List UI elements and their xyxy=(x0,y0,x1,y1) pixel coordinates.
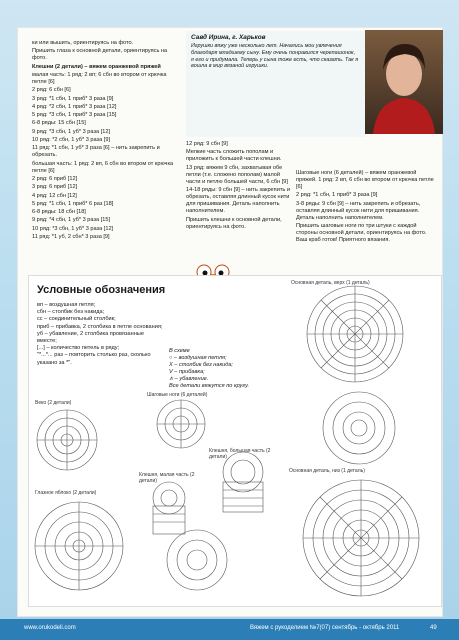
diagram-claw-big xyxy=(223,452,263,512)
legend-item: "*...*... раз – повторить столько раз, сколько указано за *". xyxy=(37,352,151,366)
text-line: 13 ряд: вяжем 9 сбн, захватывая обе петли (т.е. сложено пополам) малой части и петлю большей части, 6 сбн [9] xyxy=(186,164,288,185)
label-eyelid: Веко (2 детали) xyxy=(35,400,72,406)
diagram-eyelid xyxy=(37,410,97,470)
text-line: 3-8 ряды: 9 сбн [9] – нить закрепить и обрезать, оставляя длинный кусок нити для пришивания. Деталь наполнить наполнителем. xyxy=(296,200,421,221)
diagram-small-circle xyxy=(167,530,227,590)
text-line: малая часть: 1 ряд: 2 вп; 6 сбн во втором от крючка петле [6] xyxy=(32,71,167,86)
author-portrait xyxy=(365,30,443,134)
label-legs: Шаговые ноги (6 деталей) xyxy=(147,392,208,398)
diagram-main-top xyxy=(307,286,403,382)
text-line: Пришить глаза к основной детали, ориентируясь на фото. xyxy=(32,48,168,62)
author-quote: Игрушки вяжу уже несколько лет. Начались мои увлечения благодаря младшему сыну. Ему очень понравился черепашонок, я его и придумала. Теперь у сына тоже есть, что сказать. Так я вошла в мир вязаной игрушки. xyxy=(191,43,359,70)
text-line: Пришить шаговые ноги по три штуки с каждой стороны основной детали, ориентируясь на фото. Ваш краб готов! Приятного вязания. xyxy=(296,223,427,244)
legend-item: уб – убавление, 2 столбика провязанные вместе; xyxy=(37,330,144,345)
author-name: Савд Ирина, г. Харьков xyxy=(191,34,266,41)
footer-issue: Вяжем с рукоделием №7(07) сентябрь - октябрь 2011 xyxy=(250,625,400,631)
scheme-item: V – прибавка; xyxy=(169,369,205,375)
text-line: 10 ряд: *2 сбн, 1 уб* 3 раза [9] xyxy=(32,137,110,143)
text-line: 6-8 ряды: 18 сбн [18] xyxy=(32,209,86,216)
scheme-item: ○ – воздушная петля; xyxy=(169,355,227,361)
text-line: 12 ряд: 9 сбн [9] xyxy=(186,141,228,147)
page-number: 49 xyxy=(430,625,437,631)
legend-item: сбн – столбик без накида; xyxy=(37,309,105,316)
diagram-main-bottom xyxy=(303,480,419,596)
scheme-item: Все детали вяжутся по кругу. xyxy=(169,383,250,389)
text-line: 4 ряд: *2 сбн, 1 приб* 3 раза [12] xyxy=(32,103,117,110)
footer-website[interactable]: www.orukodeli.com xyxy=(24,625,76,631)
text-line: 5 ряд: *1 сбн, 1 приб* 6 раз [18] xyxy=(32,200,114,207)
text-line: Клешни (2 детали) – вяжем оранжевой пряжей xyxy=(32,63,161,70)
crochet-diagrams xyxy=(29,276,441,606)
text-line: Мелкие часть сложить пополам и приложить к большей части клешни. xyxy=(186,149,282,163)
middle-column xyxy=(186,141,290,232)
text-line: 2 ряд: 6 сбн [6] xyxy=(32,87,71,94)
label-main-top: Основная деталь, верх (1 деталь) xyxy=(291,280,370,286)
footer-bar xyxy=(0,619,459,640)
text-line: 2 ряд: 6 приб [12] xyxy=(32,176,78,183)
text-line: 6-8 ряды: 15 сбн [15] xyxy=(32,120,86,127)
text-line: 9 ряд: *3 сбн, 1 уб* 3 раза [12] xyxy=(32,128,110,135)
text-line: 9 ряд: *4 сбн, 1 уб* 3 раза [15] xyxy=(32,217,110,224)
legend-item: [...] – количество петель в ряду; xyxy=(37,345,120,352)
text-line: 2 ряд: *1 сбн, 1 приб* 3 раза [9] xyxy=(296,192,378,199)
legend-item: сс – соединительный столбик; xyxy=(37,316,116,323)
legend-panel xyxy=(28,275,442,607)
label-eye-apple: Глазное яблоко (2 детали) xyxy=(35,490,97,496)
legend-item: приб – прибавка, 2 столбика в петле основания; xyxy=(37,323,163,330)
text-line: 11 ряд: *1 уб, 2 сбн* 3 раза [9] xyxy=(32,234,110,240)
right-column xyxy=(296,170,434,246)
left-column xyxy=(32,40,180,242)
diagram-eye-apple xyxy=(35,502,123,590)
scheme-item: X – столбик без накида; xyxy=(169,362,233,368)
scheme-item: ∧ – убавление. xyxy=(169,376,209,382)
label-claw-big: Клешня, большая часть (2 детали) xyxy=(209,448,271,460)
legend-item: вп – воздушная петля; xyxy=(37,302,96,308)
text-line: 11 ряд: *1 сбн, 1 уб* 3 раза [6] – нить закрепить и обрезать. xyxy=(32,145,160,159)
text-line: 3 ряд: *1 сбн, 1 приб* 3 раза [9] xyxy=(32,95,114,102)
portrait-figure xyxy=(365,30,443,134)
text-line: Пришить клешни к основной детали, ориентируясь на фото. xyxy=(186,216,282,230)
text-line: Шаговые ноги (6 деталей) – вяжем оранжевой пряжей. 1 ряд: 2 вп, 6 сбн во втором от крючка петле [6] xyxy=(296,170,434,191)
diagram-legs xyxy=(157,400,205,448)
text-line: большая часть: 1 ряд: 2 вп, 6 сбн во втором от крючка петле [6] xyxy=(32,160,174,174)
text-line: ки или вышить, ориентируясь на фото. xyxy=(32,40,134,46)
label-claw-small: Клешня, малая часть (2 детали) xyxy=(139,472,195,484)
text-line: 10 ряд: *3 сбн, 1 уб* 3 раза [12] xyxy=(32,225,114,232)
legend-title: Условные обозначения xyxy=(37,284,166,296)
text-line: 5 ряд: *3 сбн, 1 приб* 3 раза [15] xyxy=(32,112,117,119)
author-box xyxy=(186,31,366,137)
text-line: 4 ряд: 12 сбн [12] xyxy=(32,192,77,199)
text-line: 14-18 ряды: 9 сбн [9] – нить закрепить и обрезать, оставляя длинный кусок нити для пришивания. Деталь наполнить наполнителем. xyxy=(186,187,290,215)
scheme-title: В схеме xyxy=(169,348,190,354)
diagram-claw-small xyxy=(153,482,185,534)
diagram-main-mid xyxy=(323,392,395,464)
label-main-bottom: Основная деталь, низ (1 деталь) xyxy=(289,468,365,474)
text-line: 3 ряд: 6 приб [12] xyxy=(32,184,78,191)
